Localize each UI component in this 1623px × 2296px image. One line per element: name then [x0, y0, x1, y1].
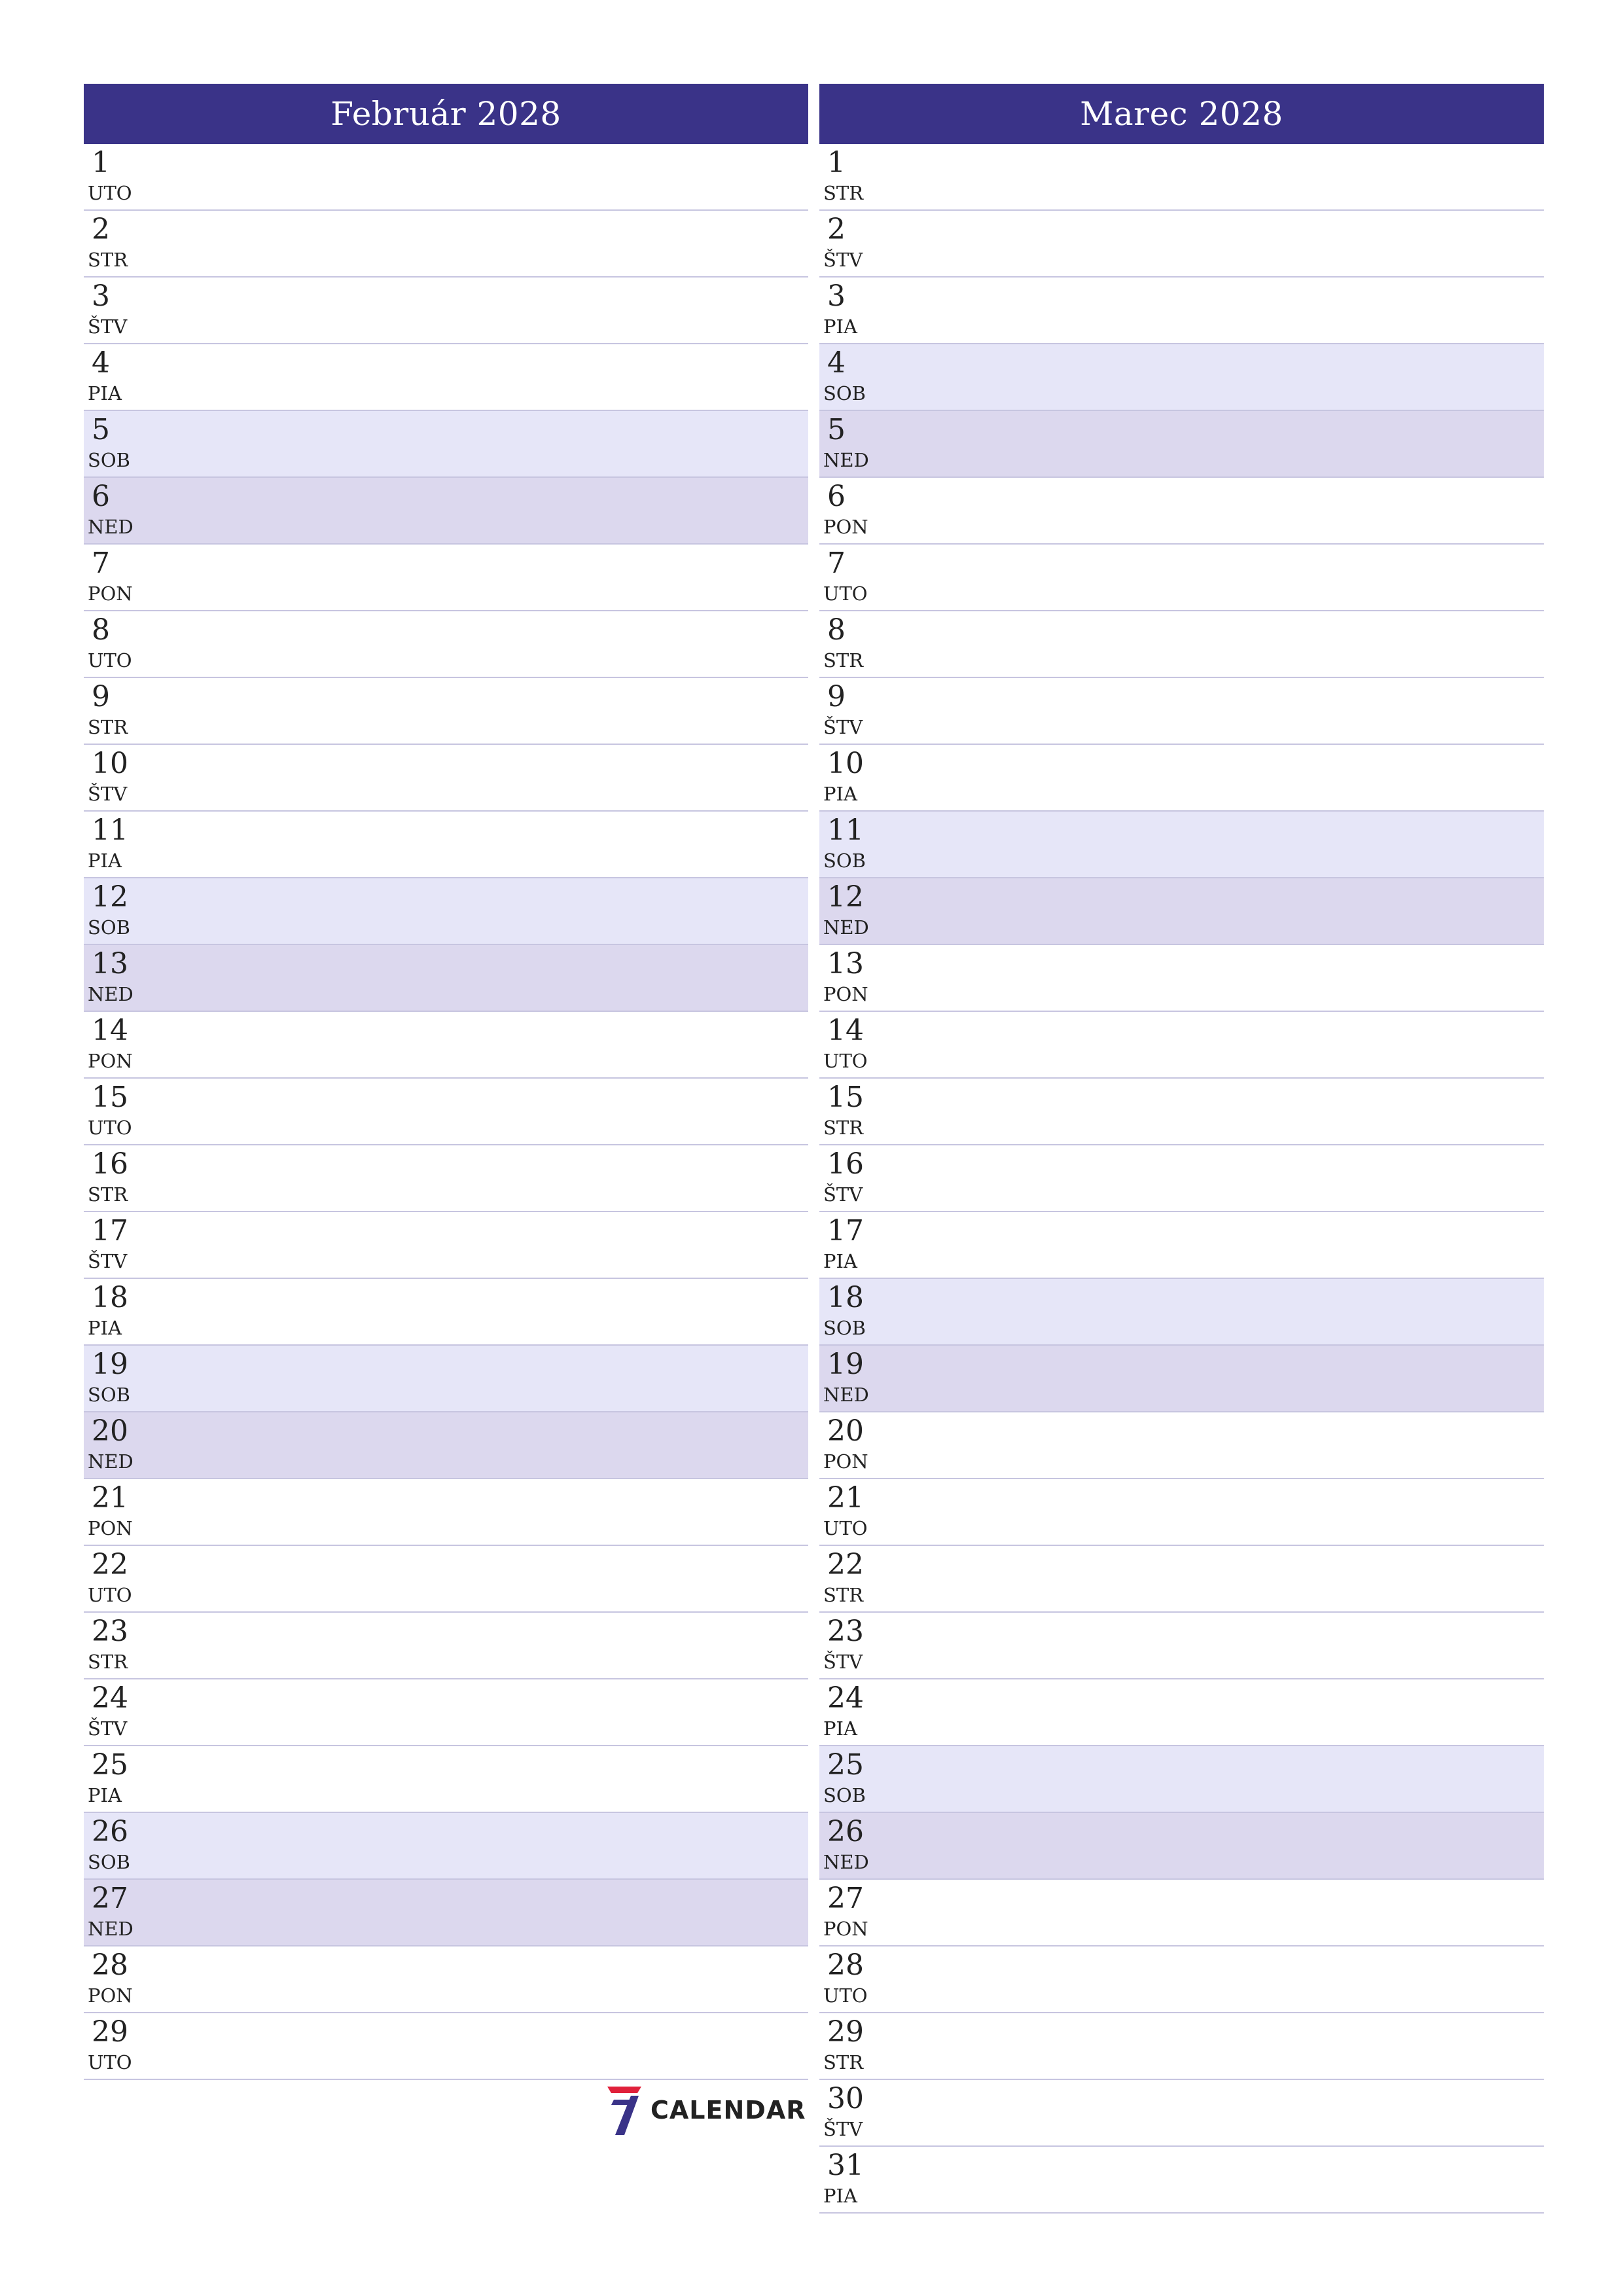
day-row: [84, 1546, 808, 1613]
weekday-label: SOB: [823, 1317, 866, 1339]
day-row: [819, 1813, 1544, 1880]
weekday-label: STR: [823, 1117, 864, 1139]
day-number: 1: [827, 146, 846, 179]
weekday-label: NED: [88, 516, 134, 538]
weekday-label: UTO: [823, 583, 868, 605]
day-row: [84, 1946, 808, 2013]
day-row: [84, 1079, 808, 1145]
weekday-label: PIA: [88, 382, 122, 404]
day-number: 6: [827, 480, 846, 513]
weekday-label: STR: [823, 2051, 864, 2073]
day-row: [84, 411, 808, 478]
day-number: 18: [92, 1281, 128, 1314]
weekday-label: PON: [823, 1918, 868, 1940]
weekday-label: PIA: [823, 1717, 857, 1740]
weekday-label: PON: [88, 1517, 133, 1539]
weekday-label: STR: [823, 649, 864, 672]
day-number: 19: [92, 1348, 128, 1381]
day-row: [84, 1212, 808, 1279]
day-row: [84, 1813, 808, 1880]
weekday-label: PIA: [823, 2185, 857, 2207]
weekday-label: SOB: [88, 916, 130, 939]
weekday-label: UTO: [88, 1584, 132, 1606]
day-number: 9: [827, 680, 846, 713]
weekday-label: UTO: [88, 2051, 132, 2073]
weekday-label: NED: [823, 449, 869, 471]
weekday-label: NED: [823, 916, 869, 939]
day-number: 7: [92, 547, 110, 580]
day-number: 22: [92, 1548, 128, 1581]
seven-logo-icon: [605, 2084, 644, 2136]
day-row: [819, 1946, 1544, 2013]
day-row: [84, 1479, 808, 1546]
weekday-label: ŠTV: [88, 1717, 128, 1740]
day-number: 7: [827, 547, 846, 580]
day-row: [819, 1412, 1544, 1479]
weekday-label: PIA: [823, 1250, 857, 1272]
weekday-label: ŠTV: [88, 315, 128, 338]
day-row: [84, 478, 808, 545]
weekday-label: PON: [88, 583, 133, 605]
month-header: Marec 2028: [819, 84, 1544, 144]
day-number: 9: [92, 680, 110, 713]
weekday-label: STR: [823, 1584, 864, 1606]
day-row: [819, 2013, 1544, 2080]
day-row: [84, 211, 808, 278]
weekday-label: PON: [823, 516, 868, 538]
weekday-label: UTO: [823, 1050, 868, 1072]
weekday-label: NED: [823, 1851, 869, 1873]
day-number: 15: [827, 1081, 864, 1114]
day-number: 2: [92, 213, 110, 246]
day-number: 1: [92, 146, 110, 179]
day-row: [84, 278, 808, 344]
month-column-march: [819, 84, 1544, 2214]
day-number: 26: [827, 1815, 864, 1848]
day-number: 25: [827, 1748, 864, 1782]
weekday-label: STR: [88, 249, 128, 271]
day-number: 3: [827, 279, 846, 313]
weekday-label: PIA: [823, 315, 857, 338]
brand-logo: [605, 2083, 806, 2138]
day-number: 29: [827, 2015, 864, 2049]
weekday-label: UTO: [88, 649, 132, 672]
day-row: [819, 344, 1544, 411]
day-number: 23: [827, 1615, 864, 1648]
day-row: [819, 878, 1544, 945]
day-number: 28: [827, 1948, 864, 1982]
day-row: [819, 745, 1544, 812]
weekday-label: ŠTV: [823, 716, 863, 738]
day-number: 8: [92, 613, 110, 647]
day-row: [819, 1613, 1544, 1679]
day-row: [819, 411, 1544, 478]
weekday-label: ŠTV: [88, 1250, 128, 1272]
day-number: 27: [92, 1882, 128, 1915]
day-number: 13: [92, 947, 128, 980]
day-row: [819, 611, 1544, 678]
weekday-label: PIA: [88, 1784, 122, 1806]
day-row: [84, 1346, 808, 1412]
weekday-label: NED: [88, 1918, 134, 1940]
day-number: 5: [827, 413, 846, 446]
day-row: [819, 1079, 1544, 1145]
day-row: [819, 1279, 1544, 1346]
day-number: 17: [92, 1214, 128, 1247]
weekday-label: PON: [88, 1050, 133, 1072]
day-row: [84, 344, 808, 411]
weekday-label: ŠTV: [88, 783, 128, 805]
day-number: 22: [827, 1548, 864, 1581]
weekday-label: SOB: [88, 449, 130, 471]
day-number: 31: [827, 2149, 864, 2182]
day-number: 8: [827, 613, 846, 647]
day-number: 27: [827, 1882, 864, 1915]
weekday-label: STR: [88, 1651, 128, 1673]
day-row: [84, 945, 808, 1012]
day-number: 18: [827, 1281, 864, 1314]
day-row: [819, 2147, 1544, 2214]
weekday-label: SOB: [823, 1784, 866, 1806]
weekday-label: UTO: [823, 1984, 868, 2007]
day-row: [819, 1746, 1544, 1813]
day-number: 14: [92, 1014, 128, 1047]
day-number: 23: [92, 1615, 128, 1648]
weekday-label: PIA: [823, 783, 857, 805]
day-row: [84, 611, 808, 678]
day-number: 16: [92, 1147, 128, 1181]
weekday-label: PIA: [88, 1317, 122, 1339]
day-list: [819, 144, 1544, 2214]
day-row: [84, 2013, 808, 2080]
day-row: [819, 1546, 1544, 1613]
weekday-label: NED: [88, 1450, 134, 1473]
logo-text: CALENDAR: [651, 2096, 806, 2125]
day-number: 30: [827, 2082, 864, 2115]
day-number: 13: [827, 947, 864, 980]
weekday-label: ŠTV: [823, 1651, 863, 1673]
day-row: [819, 1880, 1544, 1946]
day-number: 12: [92, 880, 128, 914]
day-row: [84, 678, 808, 745]
day-row: [84, 878, 808, 945]
day-row: [819, 1346, 1544, 1412]
day-row: [819, 1212, 1544, 1279]
day-number: 3: [92, 279, 110, 313]
weekday-label: SOB: [88, 1384, 130, 1406]
day-number: 29: [92, 2015, 128, 2049]
day-number: 6: [92, 480, 110, 513]
day-row: [819, 278, 1544, 344]
day-number: 2: [827, 213, 846, 246]
day-row: [84, 1279, 808, 1346]
day-row: [819, 144, 1544, 211]
day-number: 20: [92, 1414, 128, 1448]
day-row: [84, 1145, 808, 1212]
day-row: [84, 745, 808, 812]
weekday-label: SOB: [823, 382, 866, 404]
day-row: [84, 1012, 808, 1079]
weekday-label: UTO: [823, 1517, 868, 1539]
weekday-label: NED: [823, 1384, 869, 1406]
day-number: 10: [92, 747, 128, 780]
weekday-label: ŠTV: [823, 2118, 863, 2140]
day-number: 15: [92, 1081, 128, 1114]
day-list: [84, 144, 808, 2080]
day-row: [819, 678, 1544, 745]
weekday-label: PON: [823, 1450, 868, 1473]
day-number: 17: [827, 1214, 864, 1247]
weekday-label: SOB: [823, 850, 866, 872]
day-number: 11: [92, 814, 128, 847]
day-row: [84, 1880, 808, 1946]
weekday-label: PON: [823, 983, 868, 1005]
day-row: [819, 545, 1544, 611]
month-column-february: [84, 84, 808, 2080]
weekday-label: STR: [823, 182, 864, 204]
weekday-label: STR: [88, 1183, 128, 1206]
day-row: [819, 211, 1544, 278]
day-number: 26: [92, 1815, 128, 1848]
day-row: [84, 1613, 808, 1679]
day-row: [84, 545, 808, 611]
day-number: 21: [92, 1481, 128, 1515]
day-row: [819, 478, 1544, 545]
weekday-label: UTO: [88, 1117, 132, 1139]
day-row: [84, 1679, 808, 1746]
weekday-label: UTO: [88, 182, 132, 204]
day-row: [84, 812, 808, 878]
day-number: 5: [92, 413, 110, 446]
day-row: [819, 1145, 1544, 1212]
day-number: 19: [827, 1348, 864, 1381]
day-row: [84, 1412, 808, 1479]
day-number: 14: [827, 1014, 864, 1047]
day-number: 24: [92, 1681, 128, 1715]
weekday-label: SOB: [88, 1851, 130, 1873]
day-row: [819, 2080, 1544, 2147]
day-number: 28: [92, 1948, 128, 1982]
weekday-label: ŠTV: [823, 1183, 863, 1206]
weekday-label: STR: [88, 716, 128, 738]
weekday-label: NED: [88, 983, 134, 1005]
day-number: 10: [827, 747, 864, 780]
day-row: [819, 945, 1544, 1012]
day-row: [819, 1679, 1544, 1746]
month-header: Február 2028: [84, 84, 808, 144]
day-number: 20: [827, 1414, 864, 1448]
weekday-label: PON: [88, 1984, 133, 2007]
weekday-label: ŠTV: [823, 249, 863, 271]
day-row: [84, 144, 808, 211]
day-number: 4: [827, 346, 846, 380]
day-number: 12: [827, 880, 864, 914]
day-number: 11: [827, 814, 864, 847]
day-row: [819, 1479, 1544, 1546]
weekday-label: PIA: [88, 850, 122, 872]
day-row: [84, 1746, 808, 1813]
day-number: 16: [827, 1147, 864, 1181]
day-number: 4: [92, 346, 110, 380]
day-number: 21: [827, 1481, 864, 1515]
day-number: 25: [92, 1748, 128, 1782]
day-number: 24: [827, 1681, 864, 1715]
day-row: [819, 1012, 1544, 1079]
day-row: [819, 812, 1544, 878]
